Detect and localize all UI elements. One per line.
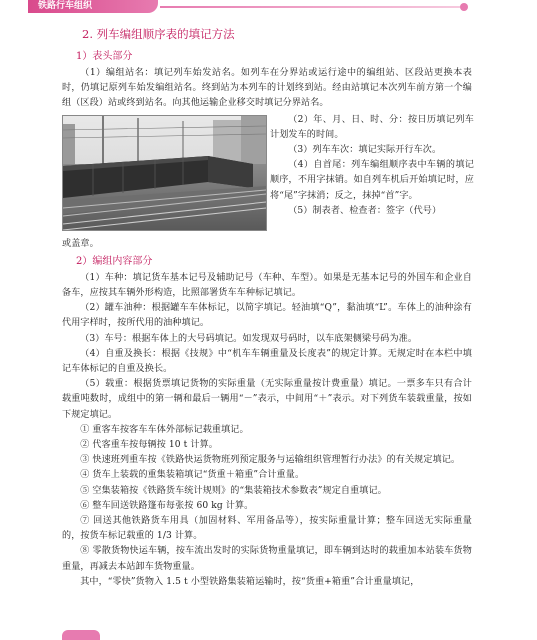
para-last: 其中，“零快”货物入 1.5 t 小型铁路集装箱运输时，按“货重+箱重”合计重量填记，	[80, 576, 420, 587]
para-oil-type: （2）罐车油种：根据罐车车体标记，以简字填记。轻油填“Q”，黏油填“L”。车体上的油种涂有代用字样时，按所代用的油种填记。	[62, 303, 472, 329]
figure-side-text	[270, 113, 474, 219]
page-header	[0, 0, 537, 14]
header-rule	[160, 6, 460, 8]
para-load: （5）载重：根据货票填记货物的实际重量（无实际重量按计费重量）填记。一票多车只有合计载重吨数时，成组中的第一辆和最后一辆用“－”表示，中间用“＋”表示。对下列货车装载重量，按如下规定填记。	[62, 379, 472, 420]
header-dot	[460, 3, 468, 11]
para-train-number: （3）列车车次：填记实际开行车次。	[288, 145, 442, 156]
para-head-tail: （4）自首尾：列车编组顺序表中车辆的填记顺序，不用字抹销。如自列车机后开始填记时，应将“尾”字抹消；反之，抹掉“首”字。	[270, 160, 474, 201]
heading-content: 2）编组内容部分	[76, 255, 153, 267]
header-book-title: 铁路行车组织	[28, 0, 158, 13]
heading-table-header: 1）表头部分	[76, 51, 133, 62]
list-item: ⑦ 回送其他铁路货车用具（加固材料、军用备品等），按实际重量计算；整车回送无实际重量的，按货车标记载重的 1/3 计算。	[62, 516, 472, 542]
page-footer-tab	[62, 630, 100, 640]
list-item: ② 代客重车按每辆按 10 t 计算。	[80, 440, 219, 451]
page-content	[62, 26, 472, 590]
part2-block	[62, 237, 472, 590]
para-car-number: （3）车号：根据车体上的大号码填记。如发现双号码时，以车底架侧梁号码为准。	[80, 333, 418, 344]
para-preparer: （5）制表者、检查者：签字（代号）	[288, 205, 442, 216]
list-item: ⑥ 整车回送铁路篷布每张按 60 kg 计算。	[80, 500, 254, 511]
section-title: 2. 列车编组顺序表的填记方法	[82, 27, 235, 41]
para-preparer-cont: 或盖章。	[62, 238, 99, 249]
list-item: ⑧ 零散货物快运车辆，按车流出发时的实际货物重量填记，即车辆到达时的载重加本站装车货物重量，再减去本站卸车货物重量。	[62, 546, 472, 572]
freight-train-photo	[63, 116, 266, 230]
para-station-name: （1）编组站名：填记列车始发站名。如列车在分界站或运行途中的编组站、区段站更换本表时，仍填记原列车始发编组站名。终到站为本列车的计划终到站。经由站填记本次列车前方第一个编组（区段）站或终到站名。向其他运输企业移交时填记分界站名。	[62, 68, 472, 109]
figure-row	[62, 113, 472, 237]
train-photo	[62, 115, 267, 231]
para-date-time: （2）年、月、日、时、分：按日历填记列车计划发车的时间。	[270, 114, 474, 140]
list-item: ③ 快速班列重车按《铁路快运货物班列预定服务与运输组织管理暂行办法》的有关规定填记。	[80, 455, 461, 466]
para-car-type: （1）车种：填记货车基本记号及辅助记号（车种、车型）。如果是无基本记号的外国车和企业自备车，应按其车辆外形构造，比照部署货车车种标记填记。	[62, 272, 472, 299]
list-item: ① 重客车按客车车体外部标记载重填记。	[80, 424, 249, 435]
list-item: ⑤ 空集装箱按《铁路货车统计规则》的“集装箱技术参数表”规定自重填记。	[80, 485, 387, 496]
list-item: ④ 货车上装载的重集装箱填记“货重＋箱重”合计重量。	[80, 470, 305, 481]
para-tare-length: （4）自重及换长：根据《技规》中“机车车辆重量及长度表”的规定计算。无规定时在本栏中填记车体标记的自重及换长。	[62, 348, 472, 375]
